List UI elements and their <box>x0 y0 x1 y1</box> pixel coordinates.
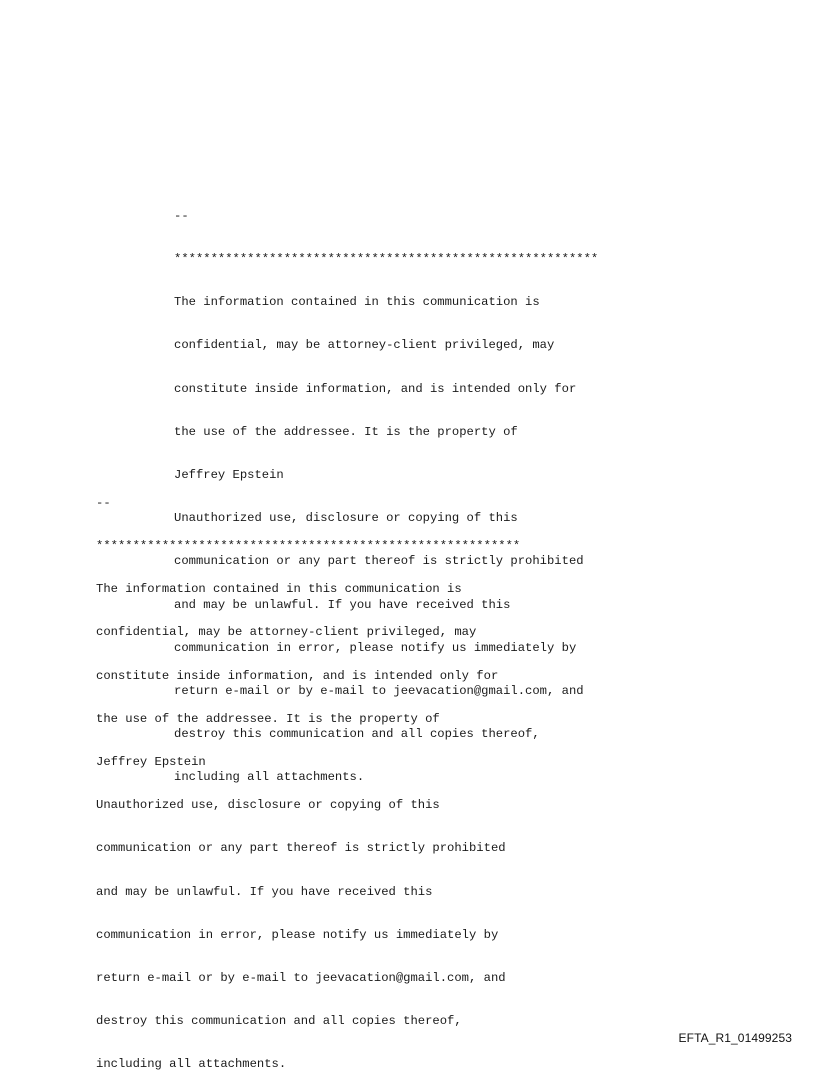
disclaimer-line: Jeffrey Epstein <box>174 468 284 483</box>
disclaimer-line: return e-mail or by e-mail to jeevacation@gmail.com, and <box>96 971 506 986</box>
disclaimer-line: Unauthorized use, disclosure or copying of this <box>96 798 440 813</box>
disclaimer-line: communication or any part thereof is strictly prohibited <box>174 554 584 569</box>
asterisk-divider: ********************************************************** <box>96 539 521 554</box>
disclaimer-line: confidential, may be attorney-client privileged, may <box>174 338 555 353</box>
disclaimer-line: confidential, may be attorney-client privileged, may <box>96 625 477 640</box>
disclaimer-line: and may be unlawful. If you have received this <box>96 884 433 899</box>
disclaimer-line: destroy this communication and all copies thereof, <box>174 727 540 742</box>
disclaimer-line: destroy this communication and all copies thereof, <box>96 1014 462 1029</box>
disclaimer-line: and may be unlawful. If you have received this <box>174 597 511 612</box>
disclaimer-line: Unauthorized use, disclosure or copying of this <box>174 511 518 526</box>
disclaimer-line: including all attachments. <box>96 1057 287 1072</box>
disclaimer-line: the use of the addressee. It is the property of <box>174 424 518 439</box>
disclaimer-line: Jeffrey Epstein <box>96 755 206 770</box>
disclaimer-line: The information contained in this communication is <box>96 582 462 597</box>
disclaimer-line: communication in error, please notify us immediately by <box>174 640 577 655</box>
disclaimer-line: constitute inside information, and is intended only for <box>96 668 499 683</box>
disclaimer-line: communication or any part thereof is strictly prohibited <box>96 841 506 856</box>
signature-separator: -- <box>96 495 111 510</box>
disclaimer-line: The information contained in this communication is <box>174 295 540 310</box>
document-id-footer: EFTA_R1_01499253 <box>678 1031 792 1045</box>
email-disclaimer-block <box>96 467 520 1086</box>
disclaimer-line: the use of the addressee. It is the property of <box>96 711 440 726</box>
disclaimer-line: including all attachments. <box>174 770 365 785</box>
disclaimer-line: communication in error, please notify us immediately by <box>96 927 499 942</box>
signature-separator: -- <box>174 208 189 223</box>
disclaimer-line: constitute inside information, and is intended only for <box>174 381 577 396</box>
asterisk-divider: ********************************************************** <box>174 252 599 267</box>
disclaimer-line: return e-mail or by e-mail to jeevacation@gmail.com, and <box>174 684 584 699</box>
